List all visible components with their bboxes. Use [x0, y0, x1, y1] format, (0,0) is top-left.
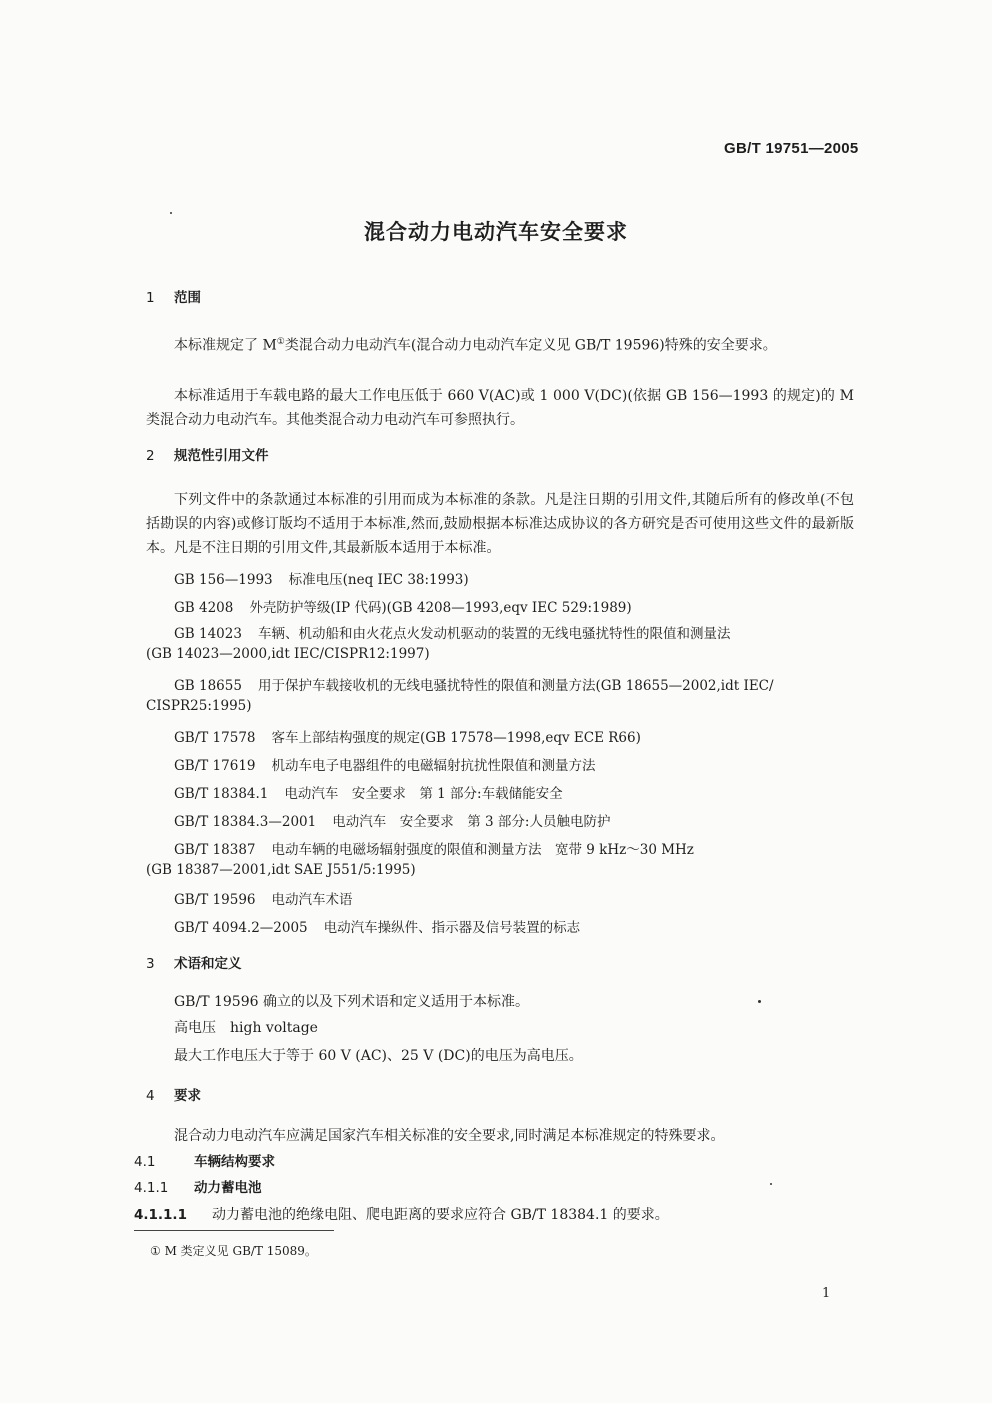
- section-title: 范围: [174, 290, 201, 306]
- requirements-intro: 混合动力电动汽车应满足国家汽车相关标准的安全要求,同时满足本标准规定的特殊要求。: [174, 1128, 725, 1144]
- section-number: 4.1: [134, 1154, 156, 1170]
- subsection-heading: [134, 1176, 262, 1196]
- reference-item: GB/T 18387 电动车辆的电磁场辐射强度的限值和测量方法 宽带 9 kHz～30 MHz: [174, 842, 694, 858]
- section-title: 要求: [174, 1088, 201, 1104]
- clause: [134, 1204, 669, 1224]
- reference-item-continuation: (GB 14023—2000,idt IEC/CISPR12:1997): [146, 646, 430, 662]
- section-number: 3: [146, 956, 155, 972]
- section-title: 车辆结构要求: [194, 1154, 275, 1170]
- reference-item-continuation: CISPR25:1995): [146, 698, 252, 714]
- scan-speck: [170, 212, 172, 214]
- reference-item: GB/T 4094.2—2005 电动汽车操纵件、指示器及信号装置的标志: [174, 920, 581, 936]
- section-heading-requirements: [146, 1084, 201, 1104]
- normative-intro: 下列文件中的条款通过本标准的引用而成为本标准的条款。凡是注日期的引用文件,其随后所有的修改单(不包括勘误的内容)或修订版均不适用于本标准,然而,鼓励根据本标准达成协议的各方研究是否可使用这些文件的最新版本。凡是不注日期的引用文件,其最新版本适用于本标准。: [146, 492, 854, 556]
- page-number: 1: [822, 1286, 831, 1301]
- document-code: GB/T 19751—2005: [724, 140, 859, 157]
- scope-paragraph-1: 本标准规定了 M①类混合动力电动汽车(混合动力电动汽车定义见 GB/T 19596)特殊的安全要求。: [174, 337, 777, 354]
- footnote-separator: [134, 1230, 334, 1231]
- section-heading-normative: [146, 444, 269, 464]
- section-title: 规范性引用文件: [174, 448, 269, 464]
- scan-speck: [770, 1183, 772, 1185]
- scope-paragraph-2: 本标准适用于车载电路的最大工作电压低于 660 V(AC)或 1 000 V(DC)(依据 GB 156—1993 的规定)的 M 类混合动力电动汽车。其他类混合动力电动汽车可参照执行。: [146, 388, 854, 428]
- reference-item-continuation: (GB 18387—2001,idt SAE J551/5:1995): [146, 862, 416, 878]
- reference-item: GB 18655 用于保护车载接收机的无线电骚扰特性的限值和测量方法(GB 18655—2002,idt IEC/: [174, 678, 774, 694]
- reference-item: GB/T 18384.3—2001 电动汽车 安全要求 第 3 部分:人员触电防护: [174, 814, 611, 830]
- footnote-marker: ①: [276, 337, 285, 347]
- scan-speck: [758, 1000, 761, 1003]
- footnote: ① M 类定义见 GB/T 15089。: [150, 1244, 317, 1258]
- section-number: 4.1.1: [134, 1180, 169, 1196]
- reference-item: GB/T 17578 客车上部结构强度的规定(GB 17578—1998,eqv ECE R66): [174, 730, 641, 746]
- section-title: 动力蓄电池: [194, 1180, 262, 1196]
- reference-item: GB 156—1993 标准电压(neq IEC 38:1993): [174, 572, 469, 588]
- reference-item: GB 4208 外壳防护等级(IP 代码)(GB 4208—1993,eqv IEC 529:1989): [174, 600, 632, 616]
- section-number: 4.1.1.1: [134, 1207, 187, 1223]
- reference-item: GB/T 19596 电动汽车术语: [174, 892, 353, 908]
- term-definition: 最大工作电压大于等于 60 V (AC)、25 V (DC)的电压为高电压。: [174, 1048, 583, 1064]
- reference-item: GB 14023 车辆、机动船和由火花点火发动机驱动的装置的无线电骚扰特性的限值和测量法: [174, 626, 731, 642]
- section-number: 1: [146, 290, 155, 306]
- subsection-heading: [134, 1150, 275, 1170]
- reference-item: GB/T 18384.1 电动汽车 安全要求 第 1 部分:车载储能安全: [174, 786, 563, 802]
- term-entry: 高电压 high voltage: [174, 1020, 318, 1036]
- terms-intro: GB/T 19596 确立的以及下列术语和定义适用于本标准。: [174, 994, 529, 1010]
- reference-item: GB/T 17619 机动车电子电器组件的电磁辐射抗扰性限值和测量方法: [174, 758, 596, 774]
- section-heading-terms: [146, 952, 242, 972]
- clause-text: 动力蓄电池的绝缘电阻、爬电距离的要求应符合 GB/T 18384.1 的要求。: [212, 1207, 669, 1223]
- section-heading-scope: [146, 286, 201, 306]
- section-number: 2: [146, 448, 155, 464]
- section-title: 术语和定义: [174, 956, 242, 972]
- section-number: 4: [146, 1088, 155, 1104]
- document-title: 混合动力电动汽车安全要求: [364, 220, 628, 244]
